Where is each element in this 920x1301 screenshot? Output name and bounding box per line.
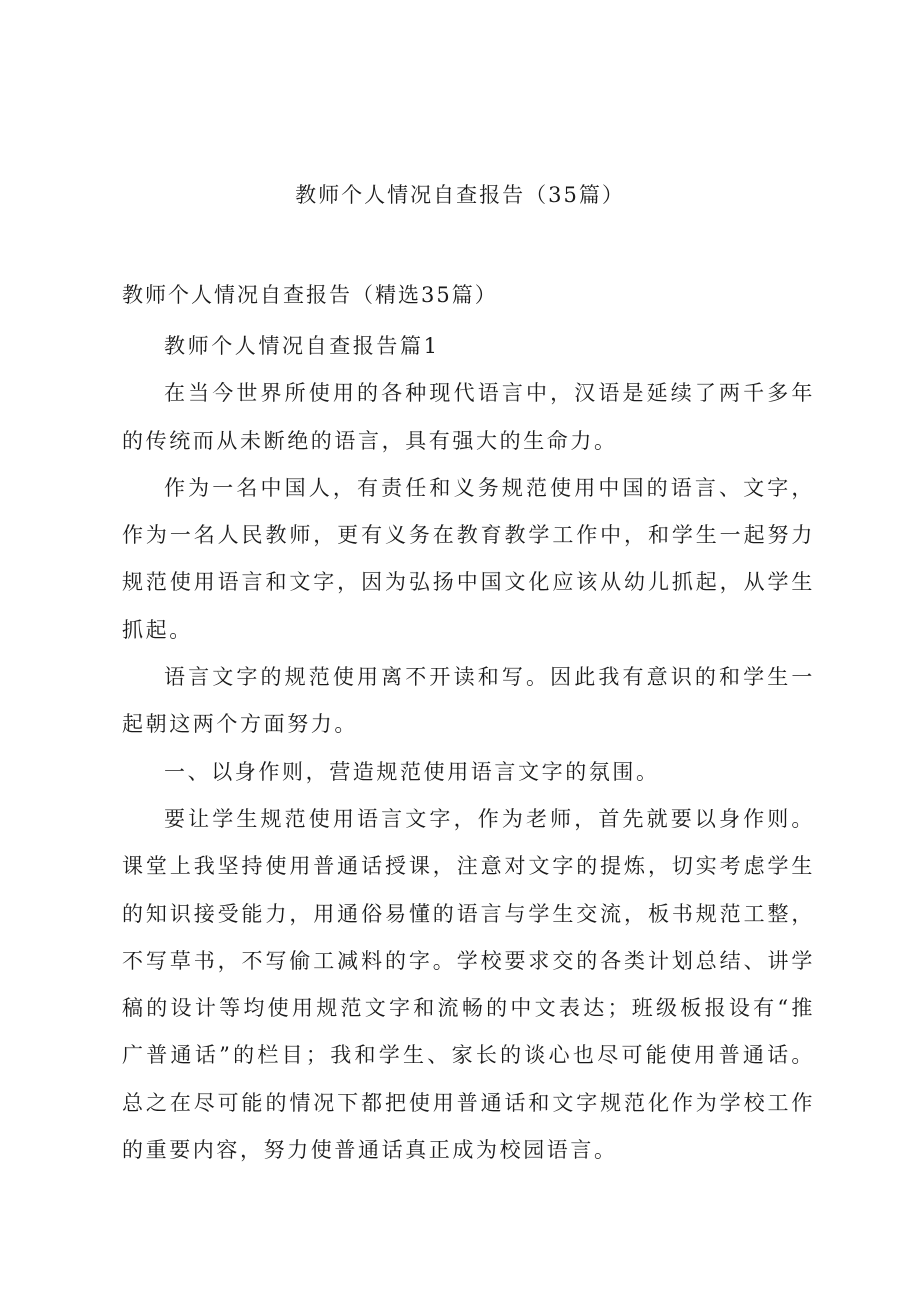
document-title: 教师个人情况自查报告（35篇） [295, 183, 625, 207]
paragraph: 作为一名中国人，有责任和义务规范使用中国的语言、文字，作为一名人民教师，更有义务在教育教学工作中，和学生一起努力规范使用语言和文字，因为弘扬中国文化应该从幼儿抓起，从学生抓起。 [122, 475, 815, 642]
paragraph: 在当今世界所使用的各种现代语言中，汉语是延续了两千多年的传统而从未断绝的语言，具有强大的生命力。 [122, 381, 815, 453]
section-heading: 教师个人情况自查报告篇1 [164, 334, 440, 358]
paragraph: 一、以身作则，营造规范使用语言文字的氛围。 [164, 759, 660, 784]
document-subtitle: 教师个人情况自查报告（精选35篇） [122, 283, 498, 307]
paragraph: 要让学生规范使用语言文字，作为老师，首先就要以身作则。课堂上我坚持使用普通话授课，注意对文字的提炼，切实考虑学生的知识接受能力，用通俗易懂的语言与学生交流，板书规范工整，不写草书，不写偷工减料的字。学校要求交的各类计划总结、讲学稿的设计等均使用规范文字和流畅的中文表达；班级板报设有“推广普通话”的栏目；我和学生、家长的谈心也尽可能使用普通话。总之在尽可能的情况下都把使用普通话和文字规范化作为学校工作的重要内容，努力使普通话真正成为校园语言。 [122, 806, 815, 1163]
document-body [122, 323, 815, 1174]
paragraph: 语言文字的规范使用离不开读和写。因此我有意识的和学生一起朝这两个方面努力。 [122, 665, 815, 737]
